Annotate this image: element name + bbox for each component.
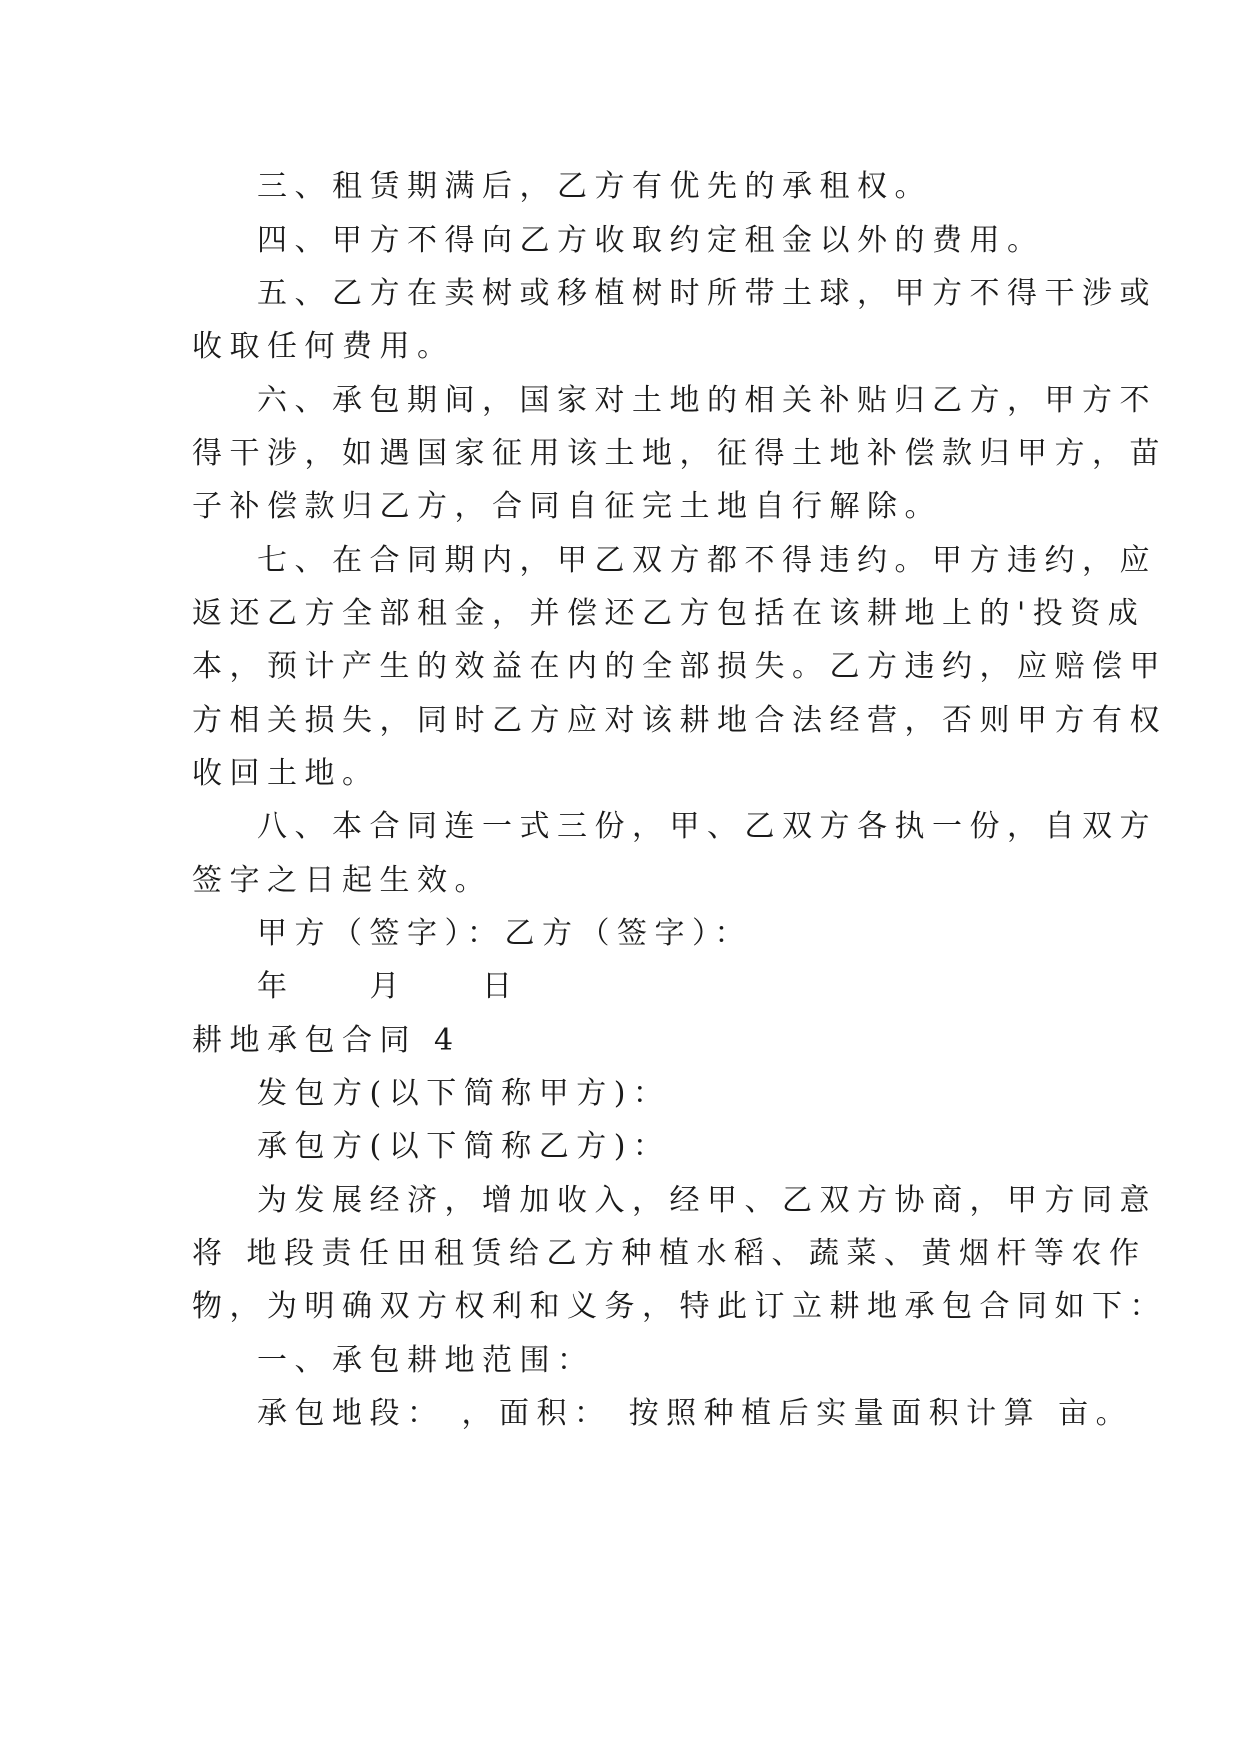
clause-7-line-2: 返还乙方全部租金，并偿还乙方包括在该耕地上的'投资成: [192, 596, 1146, 631]
clause-5-line-2: 收取任何费用。: [192, 329, 455, 364]
clause-8-line-1: 八、本合同连一式三份，甲、乙双方各执一份，自双方: [257, 809, 1157, 844]
clause-7-line-3: 本，预计产生的效益在内的全部损失。乙方违约，应赔偿甲: [192, 649, 1167, 684]
clause-7-line-1: 七、在合同期内，甲乙双方都不得违约。甲方违约，应: [257, 543, 1157, 578]
clause-6-line-1: 六、承包期间，国家对土地的相关补贴归乙方，甲方不: [257, 383, 1157, 418]
preamble-line-3: 物，为明确双方权利和义务，特此订立耕地承包合同如下：: [192, 1289, 1167, 1324]
contract-heading: 耕地承包合同 4: [192, 1023, 461, 1058]
clause-3-line-1: 三、租赁期满后，乙方有优先的承租权。: [257, 169, 932, 204]
clause-5-line-1: 五、乙方在卖树或移植树时所带土球，甲方不得干涉或: [257, 276, 1157, 311]
section-1-line-1: 承包地段： ，面积： 按照种植后实量面积计算 亩。: [257, 1396, 1134, 1431]
signature-line: 甲方（签字）：乙方（签字）：: [257, 916, 752, 951]
clause-6-line-2: 得干涉，如遇国家征用该土地，征得土地补偿款归甲方，苗: [192, 436, 1167, 471]
clause-7-line-4: 方相关损失，同时乙方应对该耕地合法经营，否则甲方有权: [192, 703, 1167, 738]
clause-7-line-5: 收回土地。: [192, 756, 380, 791]
date-line: 年 月 日: [257, 969, 520, 1004]
party-b-line: 承包方(以下简称乙方)：: [257, 1129, 671, 1164]
clause-6-line-3: 子补偿款归乙方，合同自征完土地自行解除。: [192, 489, 942, 524]
preamble-line-2: 将 地段责任田租赁给乙方种植水稻、蔬菜、黄烟杆等农作: [192, 1236, 1147, 1271]
section-1-heading: 一、承包耕地范围：: [257, 1343, 595, 1378]
party-a-line: 发包方(以下简称甲方)：: [257, 1076, 671, 1111]
clause-4-line-1: 四、甲方不得向乙方收取约定租金以外的费用。: [257, 223, 1045, 258]
preamble-line-1: 为发展经济，增加收入，经甲、乙双方协商，甲方同意: [257, 1183, 1157, 1218]
clause-8-line-2: 签字之日起生效。: [192, 863, 492, 898]
